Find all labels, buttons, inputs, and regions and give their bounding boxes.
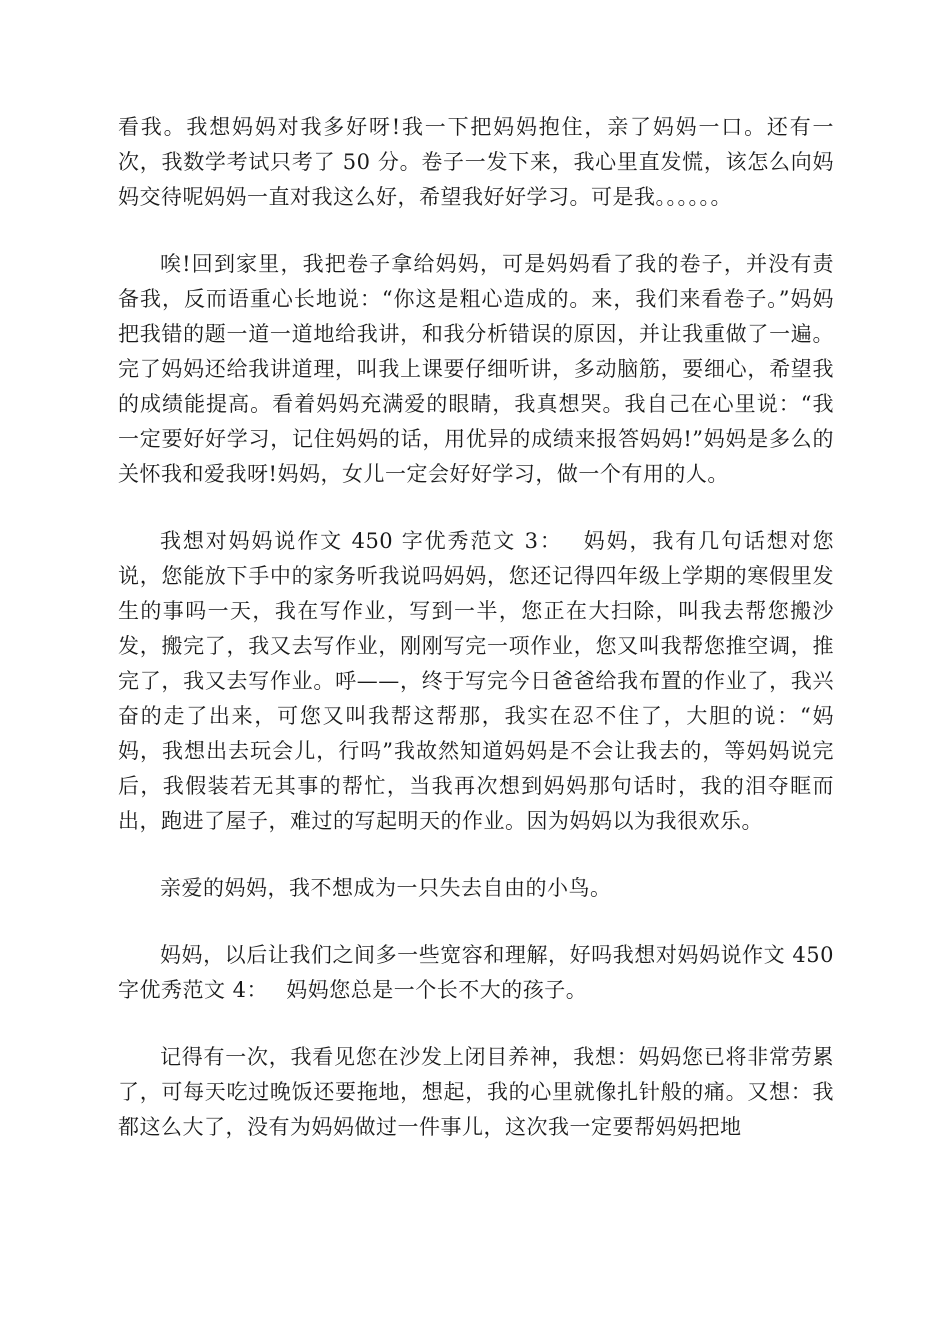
paragraph-3: 我想对妈妈说作文 450 字优秀范文 3： 妈妈，我有几句话想对您说，您能放下手中的家务听我说吗妈妈，您还记得四年级上学期的寒假里发生的事吗一天，我在写作业，写到一半，您正在大扫除，叫我去帮您搬沙发，搬完了，我又去写作业，刚刚写完一项作业，您又叫我帮您推空调，推完了，我又去写作业。呼——，终于写完今日爸爸给我布置的作业了，我兴奋的走了出来，可您又叫我帮这帮那，我实在忍不住了，大胆的说：“妈妈，我想出去玩会儿，行吗”我故然知道妈妈是不会让我去的，等妈妈说完后，我假装若无其事的帮忙，当我再次想到妈妈那句话时，我的泪夺眶而出，跑进了屋子，难过的写起明天的作业。因为妈妈以为我很欢乐。 <box>118 529 834 833</box>
paragraph-6: 记得有一次，我看见您在沙发上闭目养神，我想：妈妈您已将非常劳累了，可每天吃过晚饭还要拖地，想起，我的心里就像扎针般的痛。又想：我都这么大了，没有为妈妈做过一件事儿，这次我一定要帮妈妈把地 <box>118 1045 834 1139</box>
paragraph-4: 亲爱的妈妈，我不想成为一只失去自由的小鸟。 <box>160 876 612 900</box>
paragraph-1: 看我。我想妈妈对我多好呀!我一下把妈妈抱住，亲了妈妈一口。还有一次，我数学考试只考了 50 分。卷子一发下来，我心里直发慌，该怎么向妈妈交待呢妈妈一直对我这么好，希望我好好学习。可是我。。。。。。 <box>118 115 834 209</box>
paragraph-5: 妈妈，以后让我们之间多一些宽容和理解，好吗我想对妈妈说作文 450 字优秀范文 4： 妈妈您总是一个长不大的孩子。 <box>118 943 834 1002</box>
document-page <box>118 110 834 1177</box>
paragraph-2: 唉!回到家里，我把卷子拿给妈妈，可是妈妈看了我的卷子，并没有责备我，反而语重心长地说：“你这是粗心造成的。来，我们来看卷子。”妈妈把我错的题一道一道地给我讲，和我分析错误的原因，并让我重做了一遍。完了妈妈还给我讲道理，叫我上课要仔细听讲，多动脑筋，要细心，希望我的成绩能提高。看着妈妈充满爱的眼睛，我真想哭。我自己在心里说：“我一定要好好学习，记住妈妈的话，用优异的成绩来报答妈妈!”妈妈是多么的关怀我和爱我呀!妈妈，女儿一定会好好学习，做一个有用的人。 <box>118 252 834 486</box>
